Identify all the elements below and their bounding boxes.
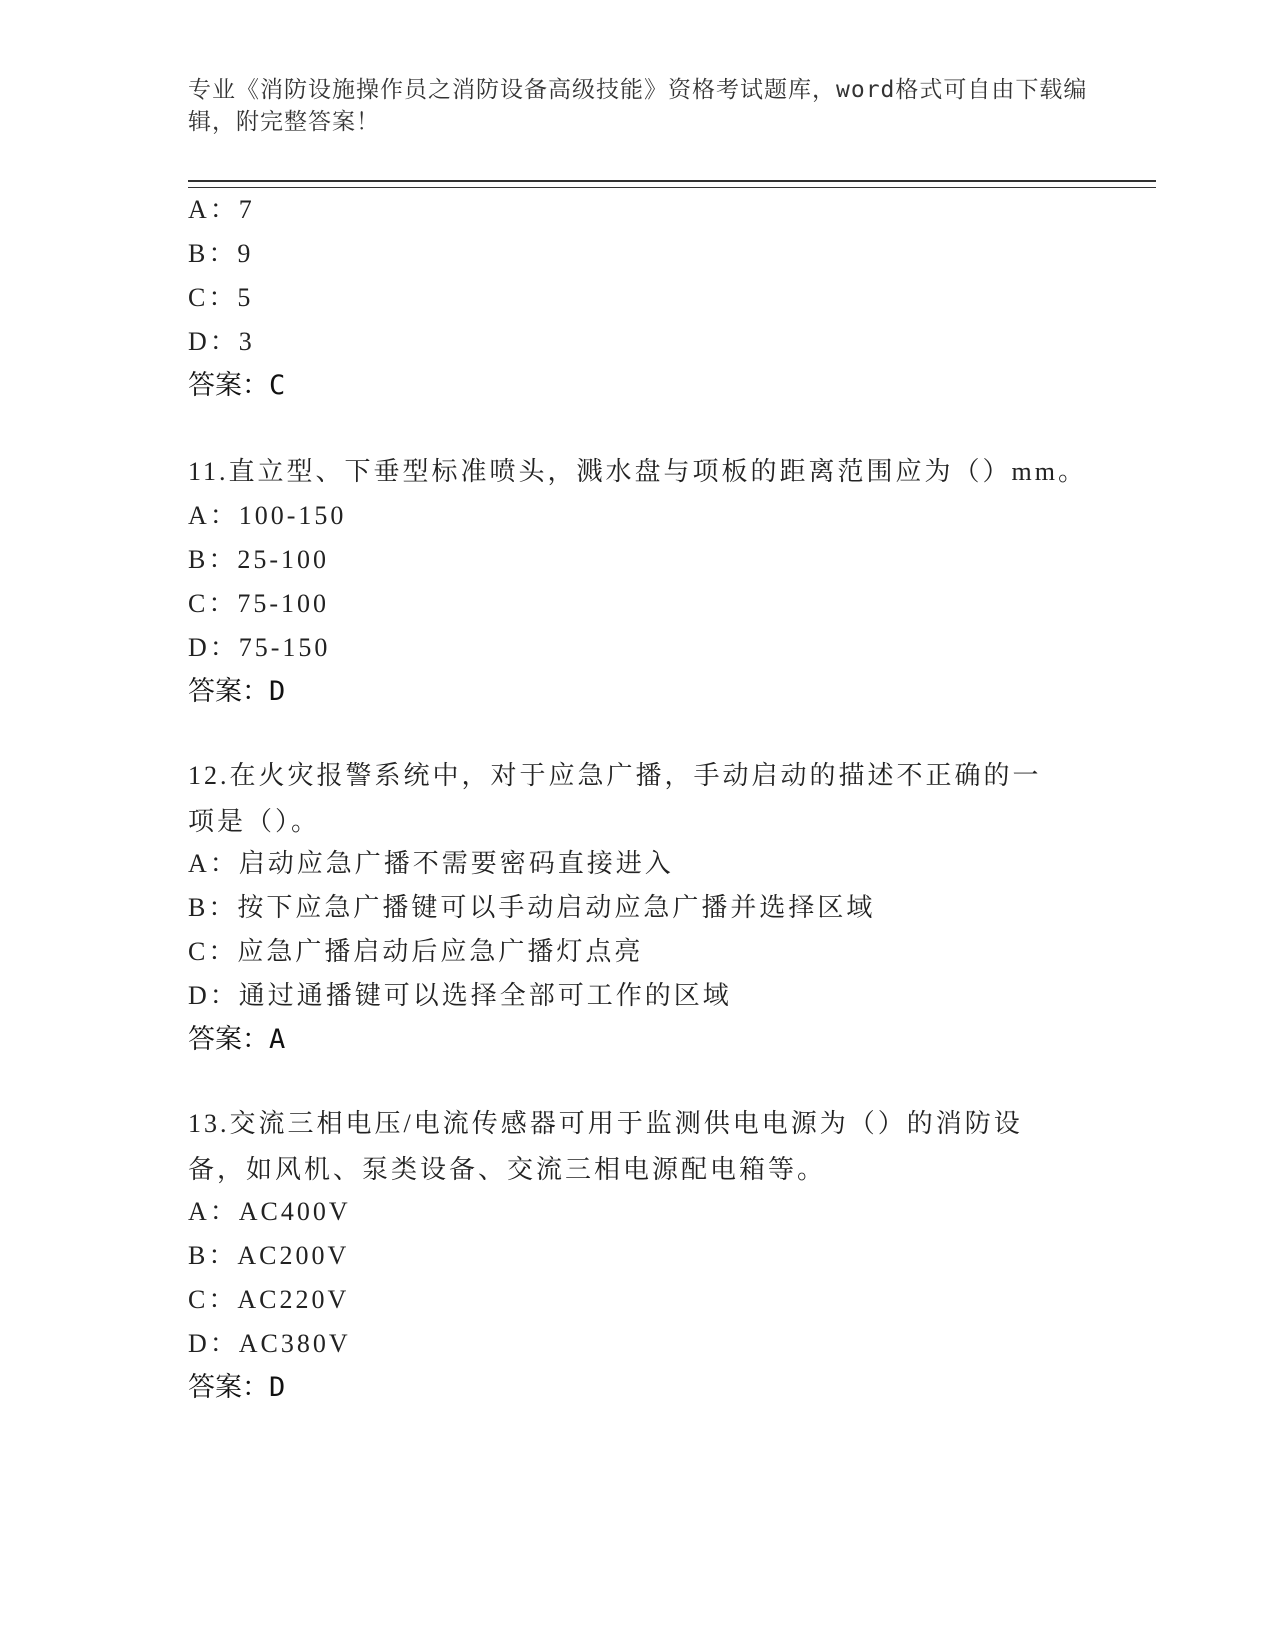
q12-question: 12.在火灾报警系统中，对于应急广播，手动启动的描述不正确的一项是（）。 (188, 761, 1042, 836)
q13-question: 13.交流三相电压/电流传感器可用于监测供电电源为（）的消防设备，如风机、泵类设备、交流三相电源配电箱等。 (188, 1109, 1023, 1184)
q12-option-a: A：启动应急广播不需要密码直接进入 (188, 849, 674, 878)
q10-option-d: D：3 (188, 327, 255, 356)
q12-option-b: B：按下应急广播键可以手动启动应急广播并选择区域 (188, 893, 876, 922)
q11-question: 11.直立型、下垂型标准喷头，溅水盘与项板的距离范围应为（）mm。 (188, 457, 1087, 486)
q10-answer: 答案：C (188, 370, 286, 401)
q13-option-d: D：AC380V (188, 1329, 351, 1358)
q11-option-c: C：75-100 (188, 589, 330, 618)
header-divider (188, 180, 1156, 188)
q10-option-b: B：9 (188, 239, 254, 268)
q11-option-d: D：75-150 (188, 633, 331, 662)
q10-option-a: A：7 (188, 195, 255, 224)
q11-answer: 答案：D (188, 676, 286, 707)
q13-option-b: B：AC200V (188, 1241, 350, 1270)
q11-option-b: B：25-100 (188, 545, 330, 574)
q13-answer: 答案：D (188, 1372, 286, 1403)
q10-option-c: C：5 (188, 283, 254, 312)
q13-option-a: A：AC400V (188, 1197, 351, 1226)
q12-answer: 答案：A (188, 1024, 286, 1055)
q12-option-d: D：通过通播键可以选择全部可工作的区域 (188, 981, 732, 1010)
q12-option-c: C：应急广播启动后应急广播灯点亮 (188, 937, 644, 966)
q11-option-a: A：100-150 (188, 501, 347, 530)
document-header: 专业《消防设施操作员之消防设备高级技能》资格考试题库，word格式可自由下载编辑，附完整答案！ (188, 77, 1088, 135)
q13-option-c: C：AC220V (188, 1285, 350, 1314)
